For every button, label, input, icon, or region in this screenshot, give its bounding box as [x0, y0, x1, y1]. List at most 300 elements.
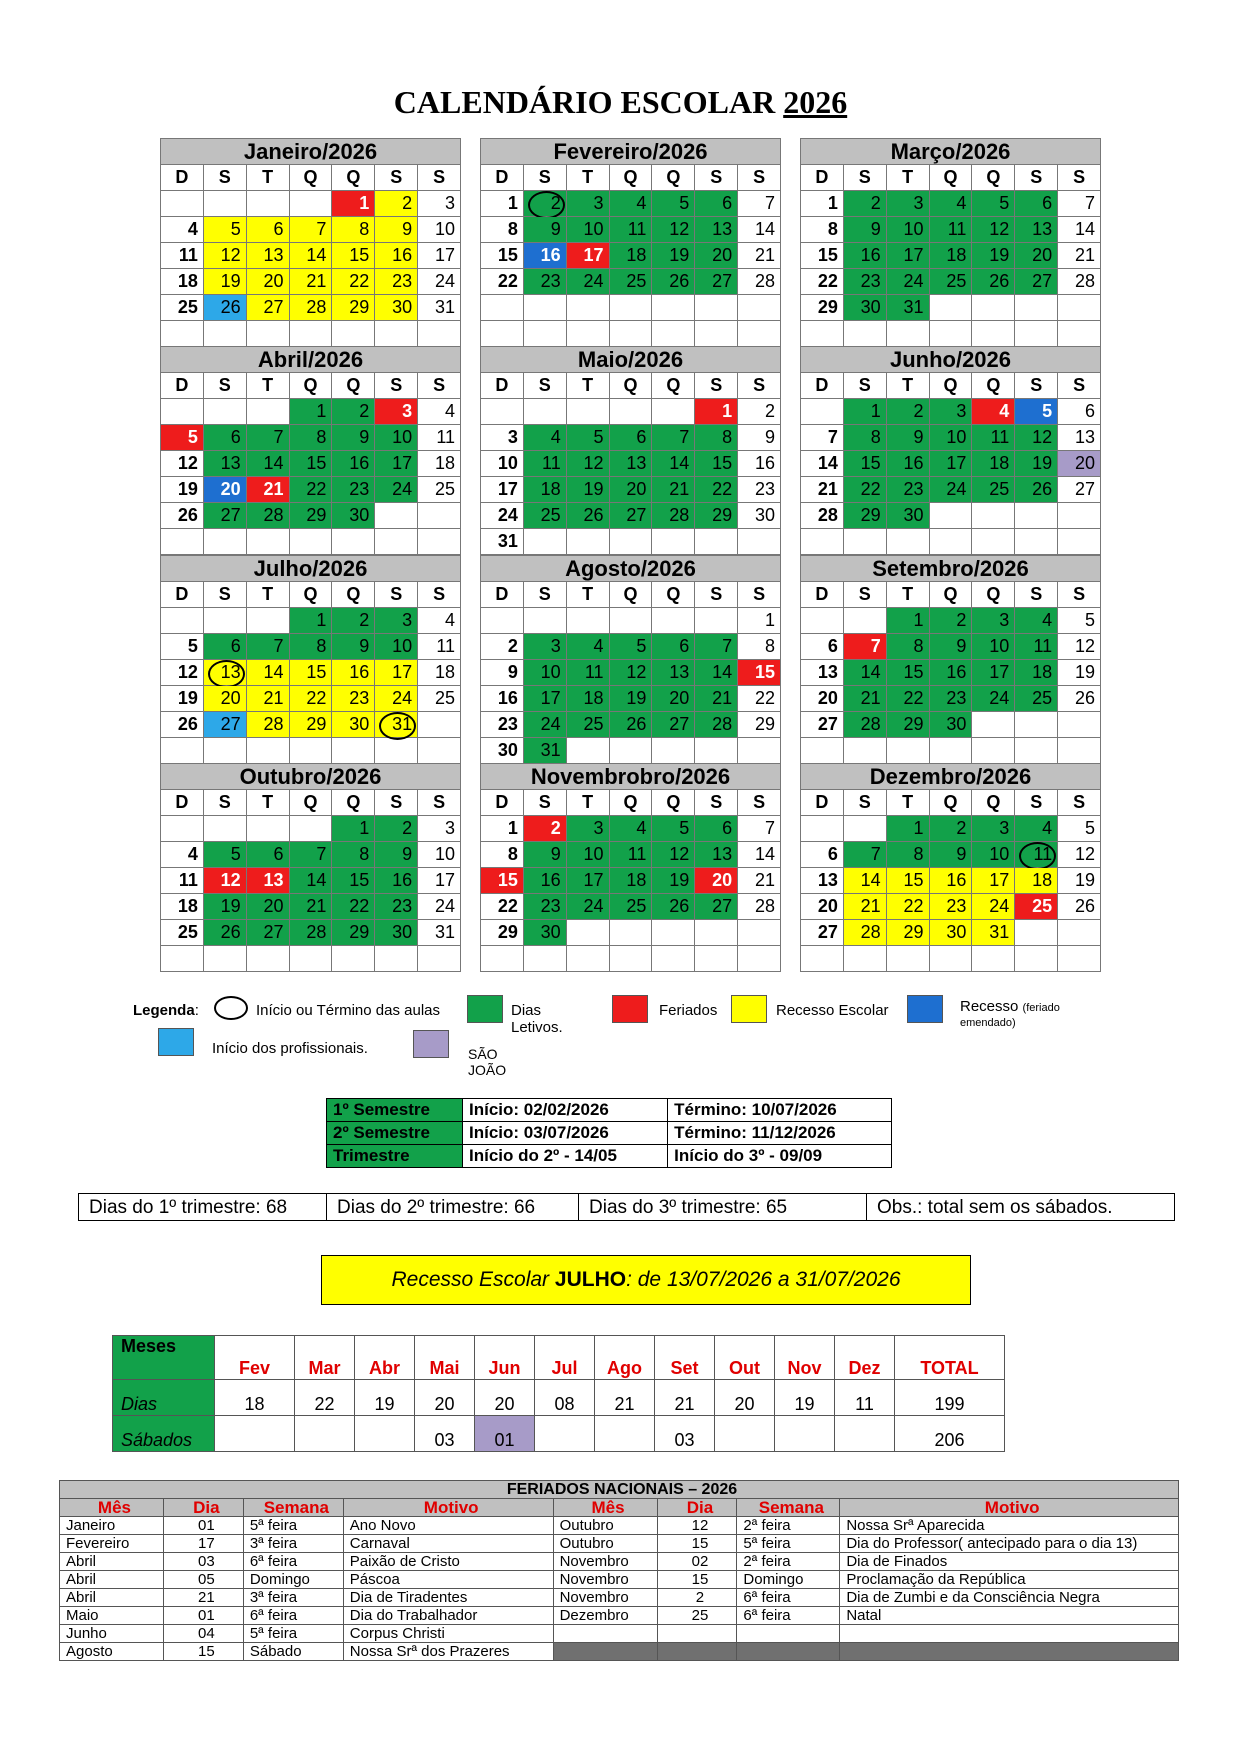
holiday-cell	[553, 1625, 657, 1643]
day-cell: 15	[481, 243, 524, 269]
empty-cell	[801, 946, 844, 972]
empty-cell	[887, 321, 930, 347]
empty-cell	[247, 946, 290, 972]
day-cell: 12	[567, 451, 610, 477]
month-calendar	[800, 138, 1101, 346]
empty-cell	[161, 816, 204, 842]
day-cell: 23	[738, 477, 781, 503]
weekday-header: Q	[332, 373, 375, 399]
empty-cell	[1015, 920, 1058, 946]
day-cell: 10	[887, 217, 930, 243]
weekday-header: Q	[972, 165, 1015, 191]
day-cell: 7	[844, 842, 887, 868]
day-cell: 16	[332, 451, 375, 477]
weekday-header: S	[524, 582, 567, 608]
weekday-header: D	[161, 373, 204, 399]
weekday-header: S	[695, 582, 738, 608]
day-cell: 7	[844, 634, 887, 660]
empty-cell	[567, 738, 610, 764]
empty-cell	[1058, 295, 1101, 321]
legend-recesso: Recesso (feriado	[960, 998, 1060, 1015]
holiday-cell: Corpus Christi	[343, 1625, 553, 1643]
day-cell: 28	[247, 503, 290, 529]
day-cell: 18	[610, 243, 653, 269]
day-cell: 28	[1058, 269, 1101, 295]
page-title: CALENDÁRIO ESCOLAR 2026	[393, 84, 848, 120]
month-table-cell: 19	[355, 1380, 415, 1416]
day-cell: 25	[161, 295, 204, 321]
holiday-cell: 01	[163, 1517, 243, 1535]
semester-row: 1º Semestre Início: 02/02/2026 Término: 10/07/2026	[327, 1099, 892, 1122]
day-cell: 21	[247, 477, 290, 503]
day-cell: 27	[204, 503, 247, 529]
day-cell: 12	[204, 868, 247, 894]
day-cell: 10	[375, 425, 418, 451]
weekday-header: T	[567, 373, 610, 399]
holiday-cell: Carnaval	[343, 1535, 553, 1553]
day-cell: 14	[290, 868, 333, 894]
day-cell: 29	[481, 920, 524, 946]
month-calendar	[480, 555, 781, 763]
holiday-cell: Junho	[60, 1625, 164, 1643]
month-table-cell: 18	[215, 1380, 295, 1416]
day-cell: 10	[972, 842, 1015, 868]
day-cell: 14	[652, 451, 695, 477]
day-cell: 29	[695, 503, 738, 529]
empty-cell	[695, 920, 738, 946]
empty-cell	[738, 920, 781, 946]
day-cell: 6	[1058, 399, 1101, 425]
day-cell: 19	[204, 269, 247, 295]
empty-cell	[610, 920, 653, 946]
month-title: Julho/2026	[160, 555, 461, 582]
empty-cell	[972, 529, 1015, 555]
day-cell: 17	[972, 660, 1015, 686]
month-table-cell: 03	[415, 1416, 475, 1452]
day-cell: 14	[247, 660, 290, 686]
holiday-cell: Natal	[840, 1607, 1179, 1625]
empty-cell	[930, 738, 973, 764]
month-table-cell: Jun	[475, 1336, 535, 1380]
day-cell: 4	[1015, 608, 1058, 634]
legend-purple-swatch	[413, 1030, 449, 1058]
month-days-grid	[800, 165, 1101, 347]
day-cell: 8	[801, 217, 844, 243]
month-title: Outubro/2026	[160, 763, 461, 790]
empty-cell	[332, 946, 375, 972]
day-cell: 4	[1015, 816, 1058, 842]
weekday-header: Q	[332, 790, 375, 816]
day-cell: 31	[481, 529, 524, 555]
empty-cell	[652, 529, 695, 555]
day-cell: 21	[290, 894, 333, 920]
day-cell: 5	[161, 634, 204, 660]
day-cell: 5	[652, 191, 695, 217]
holiday-cell: 04	[163, 1625, 243, 1643]
empty-cell	[418, 529, 461, 555]
empty-cell	[1015, 321, 1058, 347]
day-cell: 31	[524, 738, 567, 764]
trimester-3-days: Dias do 3º trimestre: 65	[579, 1194, 867, 1220]
day-cell: 26	[1058, 894, 1101, 920]
day-cell: 3	[887, 191, 930, 217]
day-cell: 28	[844, 920, 887, 946]
weekday-header: S	[418, 582, 461, 608]
day-cell: 12	[972, 217, 1015, 243]
month-table-cell: Mai	[415, 1336, 475, 1380]
day-cell: 23	[375, 894, 418, 920]
day-cell: 6	[801, 634, 844, 660]
day-cell: 15	[738, 660, 781, 686]
holiday-cell: Maio	[60, 1607, 164, 1625]
day-cell: 28	[801, 503, 844, 529]
day-cell: 21	[844, 686, 887, 712]
month-table-cell: Set	[655, 1336, 715, 1380]
day-cell: 6	[1015, 191, 1058, 217]
weekday-header: Q	[652, 373, 695, 399]
holiday-cell: Páscoa	[343, 1571, 553, 1589]
weekday-header: D	[801, 373, 844, 399]
day-cell: 17	[375, 451, 418, 477]
empty-cell	[652, 321, 695, 347]
day-cell: 4	[567, 634, 610, 660]
empty-cell	[161, 529, 204, 555]
column-header: Dia	[657, 1499, 737, 1517]
month-calendar	[160, 346, 461, 554]
day-cell: 14	[844, 660, 887, 686]
day-cell: 9	[481, 660, 524, 686]
legend-yellow-swatch	[731, 995, 767, 1023]
day-cell: 31	[887, 295, 930, 321]
holiday-cell: Domingo	[243, 1571, 343, 1589]
empty-cell	[1058, 920, 1101, 946]
month-table-cell: 199	[895, 1380, 1005, 1416]
holiday-cell: Outubro	[553, 1535, 657, 1553]
day-cell: 16	[375, 868, 418, 894]
empty-cell	[1015, 529, 1058, 555]
empty-cell	[930, 321, 973, 347]
month-table-cell: 21	[655, 1380, 715, 1416]
day-cell: 13	[801, 868, 844, 894]
day-cell: 4	[972, 399, 1015, 425]
holiday-cell: 03	[163, 1553, 243, 1571]
weekday-header: S	[1015, 165, 1058, 191]
empty-cell	[844, 608, 887, 634]
holiday-cell: Nossa Srª Aparecida	[840, 1517, 1179, 1535]
day-cell: 29	[844, 503, 887, 529]
month-calendar	[160, 555, 461, 763]
day-cell: 17	[375, 660, 418, 686]
day-cell: 29	[332, 295, 375, 321]
day-cell: 5	[610, 634, 653, 660]
day-cell: 10	[567, 217, 610, 243]
day-cell: 30	[738, 503, 781, 529]
weekday-header: T	[247, 373, 290, 399]
day-cell: 23	[930, 894, 973, 920]
day-cell: 8	[332, 842, 375, 868]
holiday-cell: Sábado	[243, 1643, 343, 1661]
day-cell: 28	[290, 920, 333, 946]
day-cell: 1	[695, 399, 738, 425]
weekday-header: Q	[652, 790, 695, 816]
holiday-cell: 3ª feira	[243, 1589, 343, 1607]
day-cell: 2	[375, 191, 418, 217]
empty-cell	[930, 946, 973, 972]
day-cell: 22	[290, 686, 333, 712]
day-cell: 20	[801, 686, 844, 712]
day-cell: 24	[567, 894, 610, 920]
empty-cell	[418, 503, 461, 529]
day-cell: 15	[844, 451, 887, 477]
empty-cell	[1015, 738, 1058, 764]
day-cell: 14	[738, 842, 781, 868]
empty-cell	[652, 738, 695, 764]
empty-cell	[652, 946, 695, 972]
day-cell: 7	[247, 634, 290, 660]
day-cell: 10	[418, 217, 461, 243]
day-cell: 13	[204, 451, 247, 477]
day-cell: 11	[610, 217, 653, 243]
empty-cell	[610, 295, 653, 321]
day-cell: 2	[481, 634, 524, 660]
day-cell: 22	[887, 686, 930, 712]
month-calendar	[160, 138, 461, 346]
weekday-header: Q	[332, 582, 375, 608]
day-cell: 11	[972, 425, 1015, 451]
day-cell: 19	[972, 243, 1015, 269]
day-cell: 18	[1015, 868, 1058, 894]
day-cell: 28	[652, 503, 695, 529]
holiday-cell	[553, 1643, 657, 1661]
day-cell: 5	[204, 217, 247, 243]
weekday-header: D	[481, 790, 524, 816]
day-cell: 6	[652, 634, 695, 660]
holiday-cell: Nossa Srª dos Prazeres	[343, 1643, 553, 1661]
empty-cell	[738, 738, 781, 764]
holiday-cell: 05	[163, 1571, 243, 1589]
legend-sao-joao: SÃO JOÃO	[468, 1046, 507, 1078]
empty-cell	[161, 946, 204, 972]
weekday-header: S	[844, 790, 887, 816]
day-cell: 6	[247, 217, 290, 243]
month-title: Abril/2026	[160, 346, 461, 373]
month-table-cell: 22	[295, 1380, 355, 1416]
month-days-grid	[160, 790, 461, 972]
empty-cell	[1058, 321, 1101, 347]
weekday-header: S	[695, 165, 738, 191]
month-calendar	[800, 555, 1101, 763]
month-title: Agosto/2026	[480, 555, 781, 582]
empty-cell	[247, 321, 290, 347]
semester-row: 2º Semestre Início: 03/07/2026 Término: 11/12/2026	[327, 1122, 892, 1145]
day-cell: 1	[887, 816, 930, 842]
day-cell: 7	[247, 425, 290, 451]
holiday-cell: 6ª feira	[737, 1607, 840, 1625]
day-cell: 9	[375, 842, 418, 868]
day-cell: 24	[567, 269, 610, 295]
weekday-header: S	[695, 373, 738, 399]
empty-cell	[1058, 712, 1101, 738]
day-cell: 28	[738, 894, 781, 920]
day-cell: 16	[375, 243, 418, 269]
weekday-header: Q	[290, 165, 333, 191]
month-table-cell: Jul	[535, 1336, 595, 1380]
day-cell: 7	[695, 634, 738, 660]
weekday-header: D	[801, 582, 844, 608]
day-cell: 14	[247, 451, 290, 477]
day-cell: 8	[290, 425, 333, 451]
month-table-cell	[215, 1416, 295, 1452]
day-cell: 10	[375, 634, 418, 660]
month-calendar	[480, 763, 781, 971]
month-table-cell	[295, 1416, 355, 1452]
day-cell: 11	[930, 217, 973, 243]
day-cell: 8	[481, 217, 524, 243]
month-days-table	[112, 1335, 1005, 1452]
empty-cell	[418, 946, 461, 972]
empty-cell	[652, 295, 695, 321]
day-cell: 21	[1058, 243, 1101, 269]
day-cell: 30	[524, 920, 567, 946]
day-cell: 25	[1015, 894, 1058, 920]
weekday-header: D	[481, 165, 524, 191]
empty-cell	[1015, 295, 1058, 321]
empty-cell	[844, 321, 887, 347]
day-cell: 16	[524, 243, 567, 269]
day-cell: 16	[887, 451, 930, 477]
holiday-cell: Dia de Tiradentes	[343, 1589, 553, 1607]
day-cell: 10	[418, 842, 461, 868]
day-cell: 6	[610, 425, 653, 451]
day-cell: 26	[1058, 686, 1101, 712]
day-cell: 31	[418, 295, 461, 321]
day-cell: 19	[1015, 451, 1058, 477]
weekday-header: T	[887, 373, 930, 399]
empty-cell	[695, 295, 738, 321]
empty-cell	[610, 608, 653, 634]
month-table-cell	[595, 1416, 655, 1452]
day-cell: 11	[567, 660, 610, 686]
holiday-cell: Dia do Trabalhador	[343, 1607, 553, 1625]
day-cell: 8	[481, 842, 524, 868]
empty-cell	[204, 191, 247, 217]
weekday-header: S	[375, 373, 418, 399]
day-cell: 15	[801, 243, 844, 269]
day-cell: 15	[290, 451, 333, 477]
weekday-header: Q	[930, 373, 973, 399]
empty-cell	[1015, 712, 1058, 738]
day-cell: 22	[481, 894, 524, 920]
semester-table	[326, 1098, 892, 1168]
day-cell: 1	[332, 816, 375, 842]
day-cell: 23	[332, 686, 375, 712]
month-table-cell	[835, 1416, 895, 1452]
day-cell: 13	[695, 842, 738, 868]
empty-cell	[247, 608, 290, 634]
holidays-title: FERIADOS NACIONAIS – 2026	[60, 1481, 1179, 1499]
weekday-header: Q	[652, 582, 695, 608]
month-days-grid	[160, 373, 461, 555]
day-cell: 21	[738, 243, 781, 269]
day-cell: 26	[1015, 477, 1058, 503]
legend-label: Legenda	[133, 1002, 195, 1019]
holiday-cell: Agosto	[60, 1643, 164, 1661]
empty-cell	[972, 321, 1015, 347]
day-cell: 30	[930, 712, 973, 738]
day-cell: 27	[610, 503, 653, 529]
empty-cell	[567, 946, 610, 972]
weekday-header: Q	[290, 790, 333, 816]
weekday-header: Q	[972, 582, 1015, 608]
day-cell: 16	[930, 660, 973, 686]
day-cell: 12	[652, 842, 695, 868]
weekday-header: Q	[930, 790, 973, 816]
day-cell: 10	[481, 451, 524, 477]
empty-cell	[801, 529, 844, 555]
weekday-header: D	[161, 165, 204, 191]
day-cell: 25	[567, 712, 610, 738]
day-cell: 2	[844, 191, 887, 217]
day-cell: 18	[1015, 660, 1058, 686]
weekday-header: D	[161, 582, 204, 608]
day-cell: 13	[1015, 217, 1058, 243]
day-cell: 25	[972, 477, 1015, 503]
day-cell: 13	[247, 243, 290, 269]
day-cell: 2	[887, 399, 930, 425]
day-cell: 28	[738, 269, 781, 295]
empty-cell	[930, 503, 973, 529]
day-cell: 8	[844, 425, 887, 451]
empty-cell	[887, 529, 930, 555]
column-header: Semana	[243, 1499, 343, 1517]
weekday-header: S	[1058, 373, 1101, 399]
holiday-cell: 6ª feira	[243, 1553, 343, 1571]
empty-cell	[290, 816, 333, 842]
day-cell: 27	[1058, 477, 1101, 503]
day-cell: 1	[290, 608, 333, 634]
holiday-cell: 5ª feira	[243, 1625, 343, 1643]
legend-circle-icon	[214, 996, 248, 1020]
month-title: Março/2026	[800, 138, 1101, 165]
day-cell: 3	[972, 608, 1015, 634]
empty-cell	[418, 738, 461, 764]
empty-cell	[567, 295, 610, 321]
weekday-header: Q	[290, 582, 333, 608]
legend-feriados: Feriados	[659, 1002, 718, 1019]
day-cell: 11	[1015, 634, 1058, 660]
day-cell: 16	[738, 451, 781, 477]
day-cell: 6	[204, 634, 247, 660]
empty-cell	[972, 295, 1015, 321]
holiday-cell: Dia do Professor( antecipado para o dia 13)	[840, 1535, 1179, 1553]
day-cell: 11	[1015, 842, 1058, 868]
day-cell: 27	[247, 295, 290, 321]
day-cell: 14	[844, 868, 887, 894]
holiday-cell: 02	[657, 1553, 737, 1571]
day-cell: 16	[844, 243, 887, 269]
day-cell: 15	[481, 868, 524, 894]
weekday-header: S	[418, 790, 461, 816]
day-cell: 23	[524, 269, 567, 295]
empty-cell	[1058, 738, 1101, 764]
legend-blue-swatch	[907, 995, 943, 1023]
holiday-cell: 15	[163, 1643, 243, 1661]
empty-cell	[204, 608, 247, 634]
weekday-header: T	[887, 165, 930, 191]
holiday-cell: 2ª feira	[737, 1553, 840, 1571]
weekday-header: D	[161, 790, 204, 816]
holiday-row	[60, 1571, 1179, 1589]
